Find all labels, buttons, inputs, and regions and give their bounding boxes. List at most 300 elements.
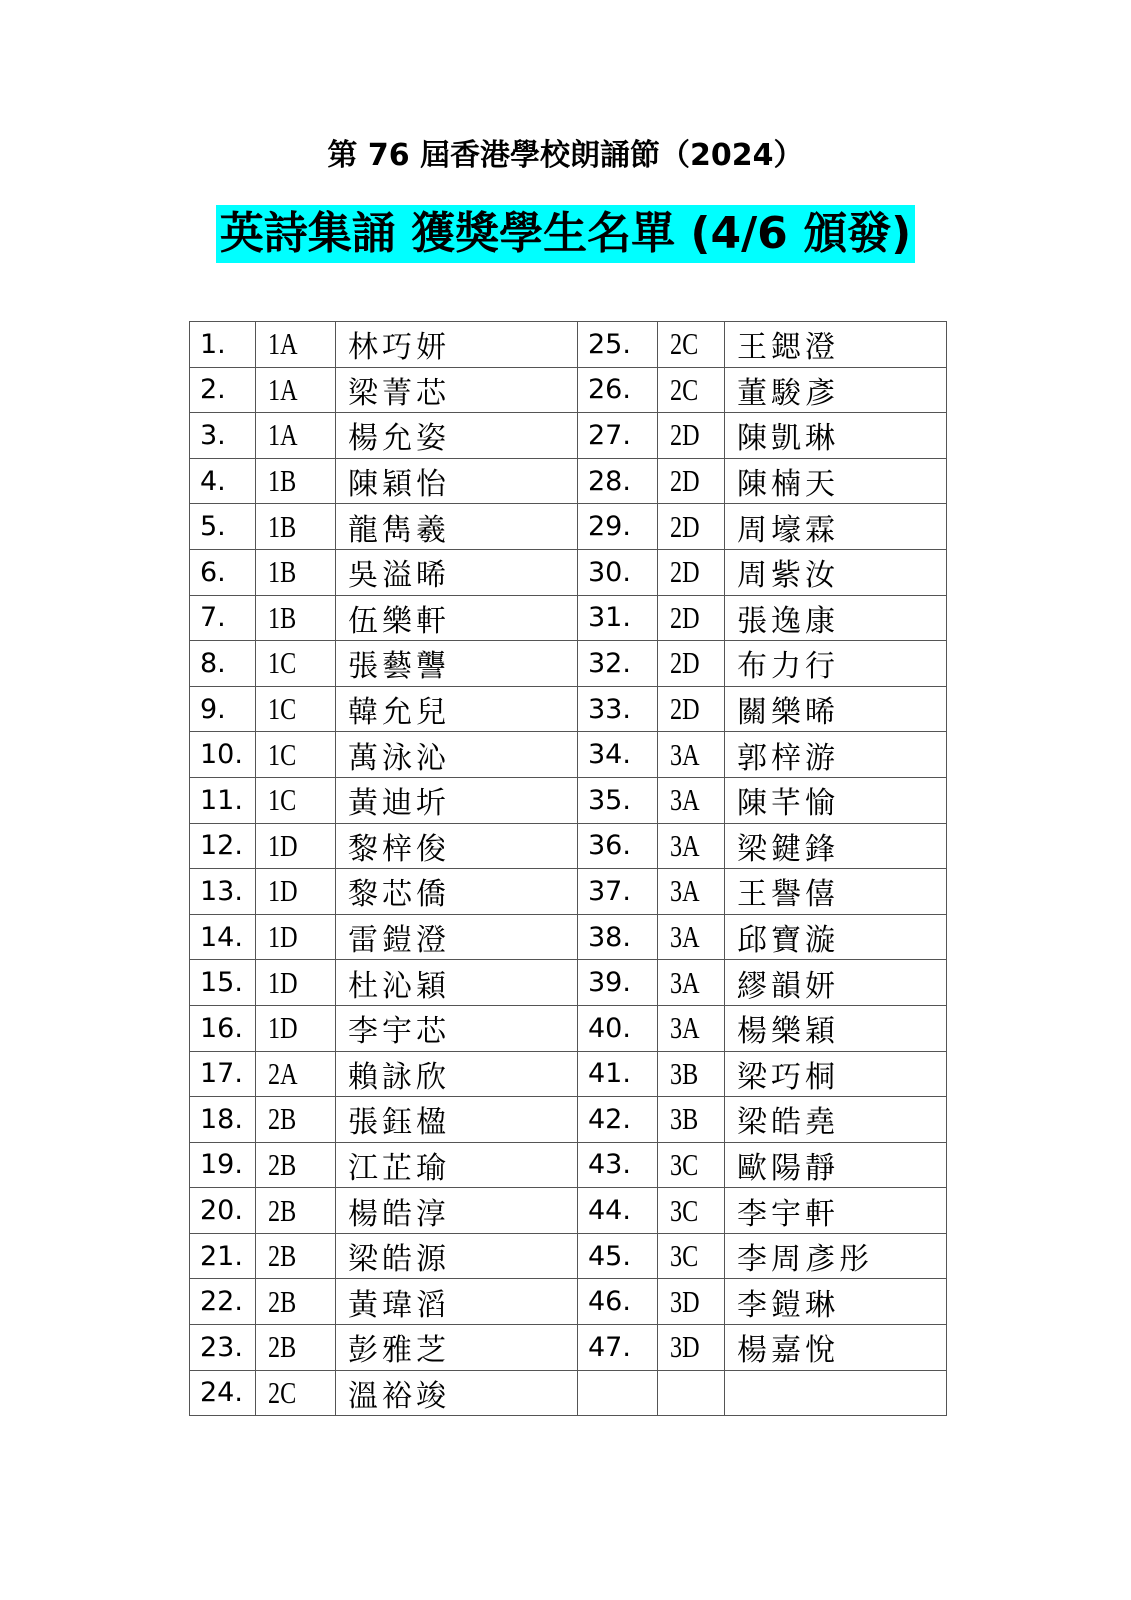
left-entry-number-cell — [190, 1279, 256, 1325]
student-name: 周紫汝 — [737, 558, 839, 594]
left-student-name-cell — [336, 914, 578, 960]
left-entry-number-cell — [190, 960, 256, 1006]
right-class-code-cell — [658, 549, 725, 595]
left-entry-number-cell — [190, 595, 256, 641]
right-student-name-cell — [725, 869, 947, 915]
right-student-name-cell — [725, 322, 947, 368]
right-student-name-cell — [725, 732, 947, 778]
student-name: 王譽僖 — [737, 877, 839, 913]
left-class-code-cell — [256, 732, 336, 778]
entry-number: 24. — [200, 1377, 243, 1409]
left-class-code-cell — [256, 1325, 336, 1371]
student-name: 張藝讋 — [348, 649, 450, 685]
entry-number: 6. — [200, 556, 226, 588]
entry-number: 3. — [200, 419, 226, 451]
student-name: 黃瑋滔 — [348, 1287, 450, 1323]
class-code: 1C — [268, 645, 297, 681]
right-entry-number-cell — [578, 869, 658, 915]
table-row — [190, 1142, 947, 1188]
left-class-code-cell — [256, 458, 336, 504]
left-entry-number-cell — [190, 732, 256, 778]
right-class-code-cell — [658, 1233, 725, 1279]
right-student-name-cell — [725, 413, 947, 459]
right-student-name-cell — [725, 914, 947, 960]
student-name: 邱寶漩 — [737, 923, 839, 959]
student-name: 雷鎧澄 — [348, 923, 450, 959]
entry-number: 26. — [588, 374, 631, 406]
left-class-code-cell — [256, 322, 336, 368]
student-name: 萬泳沁 — [348, 740, 450, 776]
right-entry-number-cell — [578, 367, 658, 413]
class-code: 2B — [268, 1238, 297, 1274]
class-code: 1B — [268, 463, 297, 499]
left-student-name-cell — [336, 732, 578, 778]
right-entry-number-cell — [578, 1188, 658, 1234]
student-name: 韓允兒 — [348, 695, 450, 731]
left-entry-number-cell — [190, 1142, 256, 1188]
table-row — [190, 367, 947, 413]
entry-number: 39. — [588, 967, 631, 999]
right-entry-number-cell — [578, 595, 658, 641]
class-code: 3A — [670, 736, 700, 772]
left-student-name-cell — [336, 641, 578, 687]
right-entry-number-cell — [578, 458, 658, 504]
page-title: 英詩集誦 獲獎學生名單 (4/6 頒發) — [216, 205, 915, 263]
student-name: 楊嘉悅 — [737, 1333, 839, 1369]
class-code: 2C — [268, 1374, 297, 1410]
entry-number: 2. — [200, 374, 226, 406]
student-name: 楊樂穎 — [737, 1014, 839, 1050]
entry-number: 42. — [588, 1103, 631, 1135]
class-code: 2B — [268, 1329, 297, 1365]
right-class-code-cell — [658, 413, 725, 459]
class-code: 1D — [268, 873, 298, 909]
right-student-name-cell — [725, 686, 947, 732]
student-name: 繆韻妍 — [737, 968, 839, 1004]
right-entry-number-cell — [578, 1097, 658, 1143]
right-class-code-cell — [658, 777, 725, 823]
class-code: 3C — [670, 1146, 699, 1182]
left-student-name-cell — [336, 549, 578, 595]
entry-number: 4. — [200, 465, 226, 497]
table-row — [190, 413, 947, 459]
entry-number: 44. — [588, 1195, 631, 1227]
awardee-table — [189, 321, 947, 1416]
left-class-code-cell — [256, 1370, 336, 1416]
right-class-code-cell — [658, 1005, 725, 1051]
left-entry-number-cell — [190, 777, 256, 823]
student-name: 吳溢晞 — [348, 558, 450, 594]
right-student-name-cell — [725, 1097, 947, 1143]
class-code: 1C — [268, 782, 297, 818]
student-name: 歐陽靜 — [737, 1150, 839, 1186]
right-class-code-cell — [658, 641, 725, 687]
entry-number: 1. — [200, 328, 226, 360]
class-code: 1D — [268, 919, 298, 955]
right-class-code-cell — [658, 914, 725, 960]
right-student-name-cell — [725, 641, 947, 687]
right-class-code-cell — [658, 1051, 725, 1097]
student-name: 張逸康 — [737, 603, 839, 639]
right-class-code-cell — [658, 1188, 725, 1234]
left-class-code-cell — [256, 1188, 336, 1234]
left-entry-number-cell — [190, 686, 256, 732]
right-entry-number-cell — [578, 1370, 658, 1416]
left-entry-number-cell — [190, 1370, 256, 1416]
student-name: 陳凱琳 — [737, 421, 839, 457]
class-code: 3A — [670, 827, 700, 863]
class-code: 1B — [268, 554, 297, 590]
left-student-name-cell — [336, 1279, 578, 1325]
table-row — [190, 914, 947, 960]
left-class-code-cell — [256, 1142, 336, 1188]
class-code: 3A — [670, 964, 700, 1000]
right-student-name-cell — [725, 1142, 947, 1188]
student-name: 周壕霖 — [737, 512, 839, 548]
student-name: 黎梓俊 — [348, 831, 450, 867]
right-class-code-cell — [658, 1325, 725, 1371]
class-code: 3B — [670, 1101, 699, 1137]
left-entry-number-cell — [190, 1325, 256, 1371]
left-student-name-cell — [336, 823, 578, 869]
class-code: 3B — [670, 1055, 699, 1091]
class-code: 1A — [268, 417, 298, 453]
right-entry-number-cell — [578, 322, 658, 368]
student-name: 李鎧琳 — [737, 1287, 839, 1323]
class-code: 2D — [670, 508, 700, 544]
left-entry-number-cell — [190, 823, 256, 869]
student-name: 梁巧桐 — [737, 1059, 839, 1095]
class-code: 1D — [268, 827, 298, 863]
class-code: 1D — [268, 964, 298, 1000]
awardee-table-body — [190, 322, 947, 1416]
table-row — [190, 549, 947, 595]
left-class-code-cell — [256, 960, 336, 1006]
left-student-name-cell — [336, 1370, 578, 1416]
right-entry-number-cell — [578, 1325, 658, 1371]
left-class-code-cell — [256, 869, 336, 915]
left-student-name-cell — [336, 777, 578, 823]
left-class-code-cell — [256, 914, 336, 960]
right-entry-number-cell — [578, 777, 658, 823]
right-student-name-cell — [725, 1279, 947, 1325]
student-name: 賴詠欣 — [348, 1059, 450, 1095]
entry-number: 34. — [588, 739, 631, 771]
table-row — [190, 960, 947, 1006]
student-name: 王鍶澄 — [737, 330, 839, 366]
class-code: 3D — [670, 1329, 700, 1365]
class-code: 1C — [268, 691, 297, 727]
entry-number: 33. — [588, 693, 631, 725]
right-class-code-cell — [658, 1370, 725, 1416]
table-row — [190, 595, 947, 641]
right-class-code-cell — [658, 686, 725, 732]
right-entry-number-cell — [578, 1005, 658, 1051]
table-row — [190, 1279, 947, 1325]
right-student-name-cell — [725, 1370, 947, 1416]
student-name: 董駿彥 — [737, 375, 839, 411]
table-row — [190, 732, 947, 778]
left-student-name-cell — [336, 1051, 578, 1097]
entry-number: 15. — [200, 967, 243, 999]
left-class-code-cell — [256, 777, 336, 823]
left-entry-number-cell — [190, 914, 256, 960]
class-code: 1A — [268, 326, 298, 362]
student-name: 梁皓堯 — [737, 1105, 839, 1141]
right-student-name-cell — [725, 1325, 947, 1371]
class-code: 1C — [268, 736, 297, 772]
entry-number: 9. — [200, 693, 226, 725]
class-code: 1B — [268, 599, 297, 635]
right-class-code-cell — [658, 1279, 725, 1325]
left-student-name-cell — [336, 595, 578, 641]
entry-number: 40. — [588, 1012, 631, 1044]
class-code: 1B — [268, 508, 297, 544]
entry-number: 22. — [200, 1286, 243, 1318]
right-student-name-cell — [725, 549, 947, 595]
left-class-code-cell — [256, 413, 336, 459]
table-row — [190, 458, 947, 504]
entry-number: 47. — [588, 1331, 631, 1363]
right-student-name-cell — [725, 777, 947, 823]
class-code: 3D — [670, 1283, 700, 1319]
table-row — [190, 1325, 947, 1371]
class-code: 2D — [670, 463, 700, 499]
class-code: 1D — [268, 1010, 298, 1046]
student-name: 陳芊愉 — [737, 786, 839, 822]
class-code: 1A — [268, 371, 298, 407]
left-student-name-cell — [336, 1233, 578, 1279]
class-code: 3A — [670, 873, 700, 909]
left-student-name-cell — [336, 413, 578, 459]
left-entry-number-cell — [190, 1097, 256, 1143]
right-student-name-cell — [725, 1005, 947, 1051]
entry-number: 27. — [588, 419, 631, 451]
left-student-name-cell — [336, 1188, 578, 1234]
entry-number: 19. — [200, 1149, 243, 1181]
class-code: 2B — [268, 1283, 297, 1319]
class-code: 2D — [670, 645, 700, 681]
class-code: 2D — [670, 417, 700, 453]
right-student-name-cell — [725, 1188, 947, 1234]
right-entry-number-cell — [578, 641, 658, 687]
table-row — [190, 777, 947, 823]
student-name: 梁鍵鋒 — [737, 831, 839, 867]
student-name: 李宇芯 — [348, 1014, 450, 1050]
entry-number: 35. — [588, 784, 631, 816]
student-name: 陳穎怡 — [348, 467, 450, 503]
left-entry-number-cell — [190, 322, 256, 368]
title-wrapper — [0, 205, 1131, 263]
left-entry-number-cell — [190, 504, 256, 550]
right-class-code-cell — [658, 823, 725, 869]
table-row — [190, 1370, 947, 1416]
table-row — [190, 1097, 947, 1143]
right-class-code-cell — [658, 1097, 725, 1143]
entry-number: 11. — [200, 784, 243, 816]
left-class-code-cell — [256, 549, 336, 595]
left-student-name-cell — [336, 1005, 578, 1051]
left-class-code-cell — [256, 641, 336, 687]
right-entry-number-cell — [578, 823, 658, 869]
right-entry-number-cell — [578, 960, 658, 1006]
class-code: 3A — [670, 782, 700, 818]
right-student-name-cell — [725, 960, 947, 1006]
right-entry-number-cell — [578, 732, 658, 778]
right-class-code-cell — [658, 869, 725, 915]
table-row — [190, 1051, 947, 1097]
left-student-name-cell — [336, 458, 578, 504]
left-student-name-cell — [336, 869, 578, 915]
right-class-code-cell — [658, 1142, 725, 1188]
class-code: 2B — [268, 1192, 297, 1228]
right-student-name-cell — [725, 458, 947, 504]
entry-number: 30. — [588, 556, 631, 588]
right-entry-number-cell — [578, 1142, 658, 1188]
student-name: 楊皓淳 — [348, 1196, 450, 1232]
entry-number: 36. — [588, 830, 631, 862]
right-student-name-cell — [725, 1051, 947, 1097]
right-class-code-cell — [658, 504, 725, 550]
entry-number: 16. — [200, 1012, 243, 1044]
class-code: 3C — [670, 1192, 699, 1228]
table-row — [190, 686, 947, 732]
right-class-code-cell — [658, 322, 725, 368]
left-entry-number-cell — [190, 413, 256, 459]
left-student-name-cell — [336, 504, 578, 550]
right-student-name-cell — [725, 1233, 947, 1279]
left-class-code-cell — [256, 1005, 336, 1051]
left-entry-number-cell — [190, 549, 256, 595]
left-class-code-cell — [256, 1051, 336, 1097]
class-code: 2C — [670, 371, 699, 407]
entry-number: 10. — [200, 739, 243, 771]
student-name: 陳楠天 — [737, 467, 839, 503]
table-row — [190, 1188, 947, 1234]
student-name: 郭梓游 — [737, 740, 839, 776]
left-class-code-cell — [256, 1097, 336, 1143]
right-class-code-cell — [658, 458, 725, 504]
class-code: 3A — [670, 1010, 700, 1046]
left-class-code-cell — [256, 823, 336, 869]
page-subtitle: 第 76 屆香港學校朗誦節（2024） — [327, 138, 804, 173]
class-code: 2B — [268, 1101, 297, 1137]
left-class-code-cell — [256, 1279, 336, 1325]
table-row — [190, 1005, 947, 1051]
left-student-name-cell — [336, 367, 578, 413]
right-entry-number-cell — [578, 549, 658, 595]
right-class-code-cell — [658, 960, 725, 1006]
right-student-name-cell — [725, 504, 947, 550]
entry-number: 28. — [588, 465, 631, 497]
right-entry-number-cell — [578, 413, 658, 459]
student-name: 杜沁穎 — [348, 968, 450, 1004]
table-row — [190, 1233, 947, 1279]
entry-number: 21. — [200, 1240, 243, 1272]
left-student-name-cell — [336, 686, 578, 732]
entry-number: 43. — [588, 1149, 631, 1181]
right-student-name-cell — [725, 367, 947, 413]
class-code: 2D — [670, 599, 700, 635]
right-entry-number-cell — [578, 914, 658, 960]
entry-number: 45. — [588, 1240, 631, 1272]
entry-number: 29. — [588, 511, 631, 543]
left-entry-number-cell — [190, 1233, 256, 1279]
right-class-code-cell — [658, 595, 725, 641]
student-name: 黃迪圻 — [348, 786, 450, 822]
table-row — [190, 504, 947, 550]
right-entry-number-cell — [578, 686, 658, 732]
left-entry-number-cell — [190, 1051, 256, 1097]
entry-number: 18. — [200, 1103, 243, 1135]
table-row — [190, 869, 947, 915]
left-student-name-cell — [336, 1142, 578, 1188]
student-name: 梁菁芯 — [348, 375, 450, 411]
entry-number: 25. — [588, 328, 631, 360]
left-student-name-cell — [336, 322, 578, 368]
left-class-code-cell — [256, 367, 336, 413]
student-name: 李周彥彤 — [737, 1242, 873, 1278]
left-entry-number-cell — [190, 641, 256, 687]
entry-number: 13. — [200, 875, 243, 907]
class-code: 2A — [268, 1055, 298, 1091]
student-name: 梁皓源 — [348, 1242, 450, 1278]
left-class-code-cell — [256, 1233, 336, 1279]
student-name: 楊允姿 — [348, 421, 450, 457]
right-entry-number-cell — [578, 504, 658, 550]
entry-number: 37. — [588, 875, 631, 907]
class-code: 3C — [670, 1238, 699, 1274]
left-entry-number-cell — [190, 1188, 256, 1234]
right-class-code-cell — [658, 732, 725, 778]
right-entry-number-cell — [578, 1279, 658, 1325]
entry-number: 20. — [200, 1195, 243, 1227]
entry-number: 32. — [588, 647, 631, 679]
student-name: 江芷瑜 — [348, 1150, 450, 1186]
entry-number: 17. — [200, 1058, 243, 1090]
student-name: 伍樂軒 — [348, 603, 450, 639]
student-name: 彭雅芝 — [348, 1333, 450, 1369]
student-name: 李宇軒 — [737, 1196, 839, 1232]
student-name: 龍雋羲 — [348, 512, 450, 548]
student-name: 布力行 — [737, 649, 839, 685]
table-row — [190, 641, 947, 687]
entry-number: 12. — [200, 830, 243, 862]
entry-number: 14. — [200, 921, 243, 953]
student-name: 黎芯僑 — [348, 877, 450, 913]
left-class-code-cell — [256, 504, 336, 550]
left-student-name-cell — [336, 1097, 578, 1143]
class-code: 2C — [670, 326, 699, 362]
left-student-name-cell — [336, 1325, 578, 1371]
left-entry-number-cell — [190, 458, 256, 504]
entry-number: 23. — [200, 1331, 243, 1363]
table-row — [190, 322, 947, 368]
student-name: 林巧妍 — [348, 330, 450, 366]
student-name: 溫裕竣 — [348, 1378, 450, 1414]
left-entry-number-cell — [190, 1005, 256, 1051]
entry-number: 5. — [200, 511, 226, 543]
right-entry-number-cell — [578, 1233, 658, 1279]
student-name: 張鈺楹 — [348, 1105, 450, 1141]
entry-number: 46. — [588, 1286, 631, 1318]
table-row — [190, 823, 947, 869]
student-name: 關樂晞 — [737, 695, 839, 731]
class-code: 2D — [670, 691, 700, 727]
class-code: 2B — [268, 1146, 297, 1182]
entry-number: 31. — [588, 602, 631, 634]
entry-number: 41. — [588, 1058, 631, 1090]
